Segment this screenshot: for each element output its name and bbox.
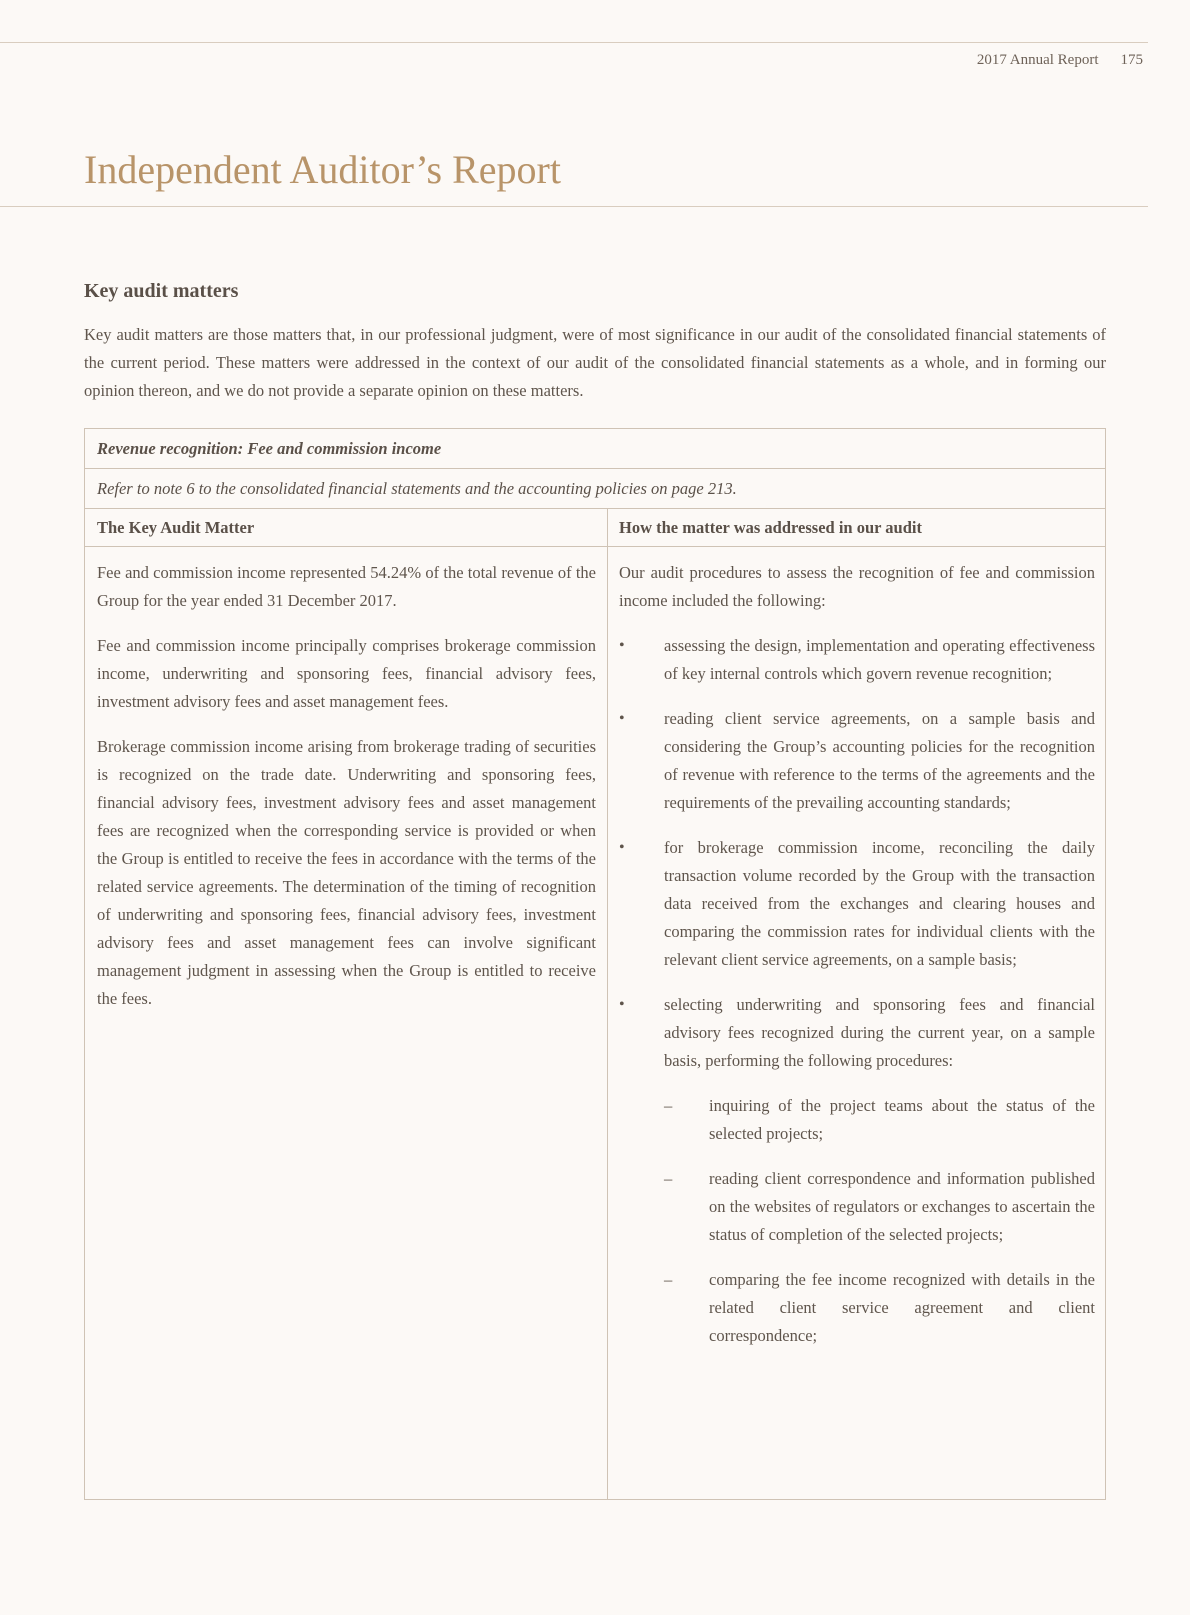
sub-procedure-text: comparing the fee income recognized with details in the related client service agreement and client correspondence; <box>709 1270 1095 1345</box>
sub-procedure-text: inquiring of the project teams about the status of the selected projects; <box>709 1096 1095 1143</box>
bullet-icon: • <box>619 637 625 654</box>
bullet-icon: • <box>619 839 625 856</box>
page-title: Independent Auditor’s Report <box>84 147 561 192</box>
key-audit-matter-table <box>84 428 1106 1500</box>
dash-icon: – <box>664 1270 673 1289</box>
procedure-text: reading client service agreements, on a sample basis and considering the Group’s accounting policies for the recognition of revenue with reference to the terms of the agreements and the requirements of the prevailing accounting standards; <box>664 709 1095 812</box>
procedure-text: assessing the design, implementation and operating effectiveness of key internal controls which govern revenue recognition; <box>664 636 1095 683</box>
sub-procedure-item <box>619 1266 1095 1350</box>
running-header <box>977 52 1143 69</box>
kam-reference: Refer to note 6 to the consolidated financial statements and the accounting policies on page 213. <box>85 469 1105 509</box>
procedure-item <box>619 991 1095 1075</box>
procedure-text: for brokerage commission income, reconciling the daily transaction volume recorded by the Group with the transaction data received from the exchanges and clearing houses and comparing the commission rates for individual clients with the relevant client service agreements, on a sample basis; <box>664 838 1095 969</box>
title-rule <box>0 206 1148 207</box>
dash-icon: – <box>664 1096 673 1115</box>
intro-paragraph: Key audit matters are those matters that, in our professional judgment, were of most significance in our audit of the consolidated financial statements of the current period. These matters were addressed in the context of our audit of the consolidated financial statements as a whole, and in forming our opinion thereon, and we do not provide a separate opinion on these matters. <box>84 325 1106 400</box>
bullet-icon: • <box>619 710 625 727</box>
header-rule <box>0 42 1148 43</box>
procedures-intro: Our audit procedures to assess the recognition of fee and commission income included the following: <box>619 563 1095 610</box>
right-column-header: How the matter was addressed in our audit <box>619 518 922 537</box>
page-number: 175 <box>1120 52 1143 68</box>
dash-icon: – <box>664 1169 673 1188</box>
sub-procedure-text: reading client correspondence and information published on the websites of regulators or exchanges to ascertain the status of completion of the selected projects; <box>709 1169 1095 1244</box>
section-heading: Key audit matters <box>84 280 239 302</box>
audit-response-column <box>619 559 1095 1367</box>
procedure-item <box>619 705 1095 817</box>
left-column-header: The Key Audit Matter <box>97 518 255 537</box>
matter-paragraph: Fee and commission income represented 54.24% of the total revenue of the Group for the year ended 31 December 2017. <box>97 563 596 610</box>
sub-procedure-item <box>619 1165 1095 1249</box>
kam-title: Revenue recognition: Fee and commission income <box>85 429 1105 469</box>
procedure-text: selecting underwriting and sponsoring fees and financial advisory fees recognized during the current year, on a sample basis, performing the following procedures: <box>664 995 1095 1070</box>
sub-procedure-item <box>619 1092 1095 1148</box>
report-name: 2017 Annual Report <box>976 52 1099 68</box>
column-divider <box>607 509 608 1499</box>
matter-paragraph: Fee and commission income principally comprises brokerage commission income, underwriting and sponsoring fees, financial advisory fees, investment advisory fees and asset management fees. <box>97 636 596 711</box>
procedure-item <box>619 632 1095 688</box>
procedure-item <box>619 834 1095 974</box>
column-headers <box>85 509 1105 547</box>
bullet-icon: • <box>619 996 625 1013</box>
matter-paragraph: Brokerage commission income arising from brokerage trading of securities is recognized on the trade date. Underwriting and sponsoring fees, financial advisory fees, investment advisory fees and asset management fees are recognized when the corresponding service is provided or when the Group is entitled to receive the fees in accordance with the terms of the related service agreements. The determination of the timing of recognition of underwriting and sponsoring fees, financial advisory fees, investment advisory fees and asset management fees can involve significant management judgment in assessing when the Group is entitled to receive the fees. <box>97 737 596 1008</box>
key-audit-matter-column <box>97 559 596 1030</box>
